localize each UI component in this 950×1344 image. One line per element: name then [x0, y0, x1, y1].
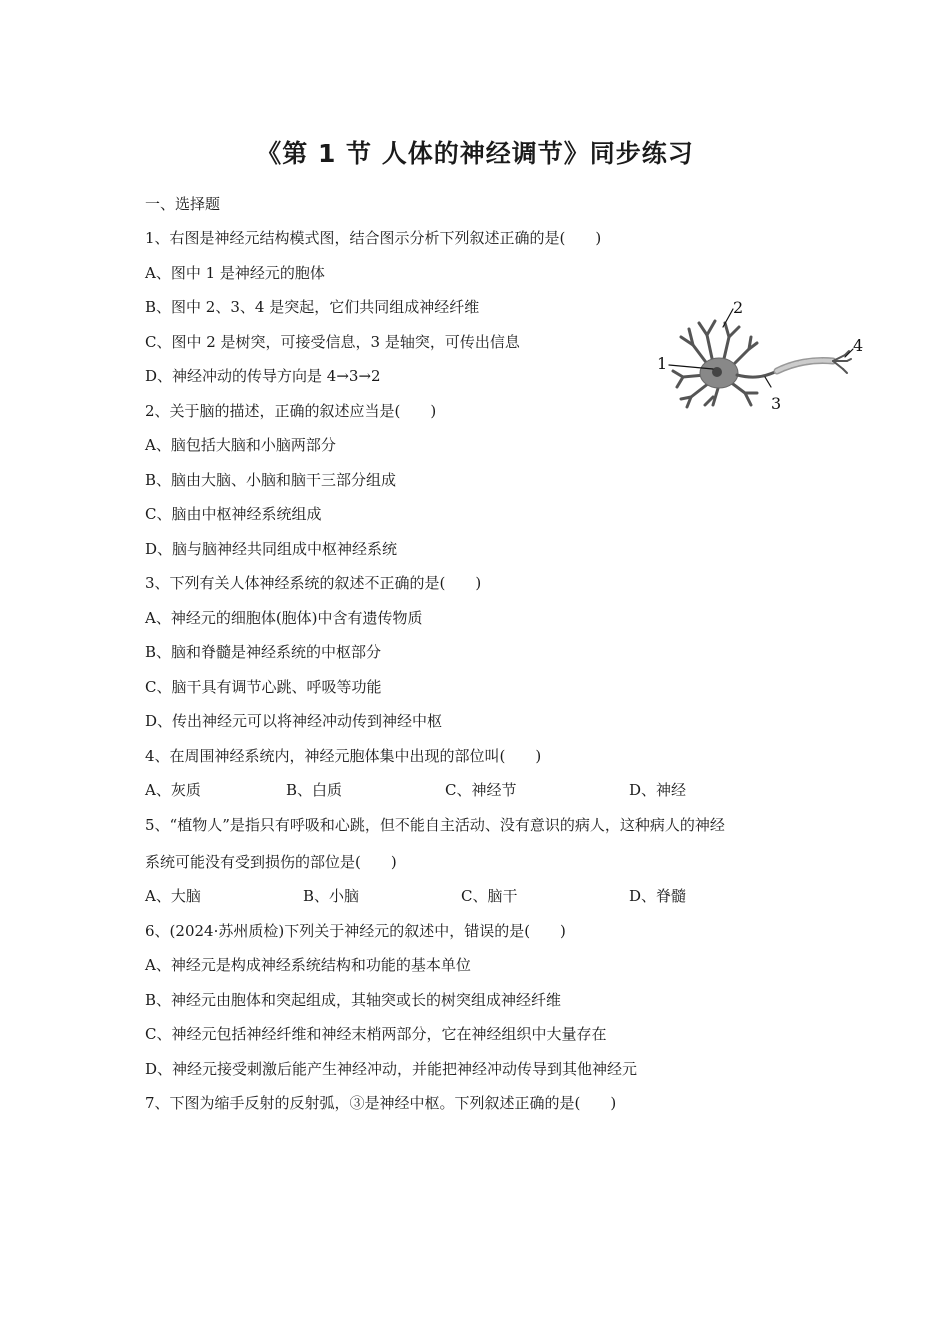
figure-label-3: 3	[771, 394, 782, 412]
question-3-option-d: D、传出神经元可以将神经冲动传到神经中枢	[145, 712, 443, 730]
neuron-drawing	[669, 309, 853, 407]
question-5-option-c: C、脑干	[461, 887, 518, 905]
question-1-option-a: A、图中 1 是神经元的胞体	[145, 264, 325, 282]
question-2-option-a: A、脑包括大脑和小脑两部分	[145, 436, 336, 454]
question-4-option-d: D、神经	[629, 781, 687, 799]
question-3-option-c: C、脑干具有调节心跳、呼吸等功能	[145, 678, 382, 696]
question-3-stem: 3、下列有关人体神经系统的叙述不正确的是( )	[145, 574, 482, 592]
question-3-option-b: B、脑和脊髓是神经系统的中枢部分	[145, 643, 382, 661]
question-2-stem: 2、关于脑的描述，正确的叙述应当是( )	[145, 402, 437, 420]
question-5-option-b: B、小脑	[303, 887, 360, 905]
question-2-option-c: C、脑由中枢神经系统组成	[145, 505, 322, 523]
question-5-options	[145, 886, 795, 906]
question-6-option-c: C、神经元包括神经纤维和神经末梢两部分，它在神经组织中大量存在	[145, 1025, 607, 1043]
question-5-stem-line-2: 系统可能没有受到损伤的部位是( )	[145, 853, 397, 871]
section-heading: 一、选择题	[145, 195, 221, 213]
question-6-stem: 6、(2024·苏州质检)下列关于神经元的叙述中，错误的是( )	[145, 922, 566, 940]
question-4-option-c: C、神经节	[445, 781, 517, 799]
question-1-option-c: C、图中 2 是树突，可接受信息，3 是轴突，可传出信息	[145, 333, 520, 351]
figure-label-2: 2	[733, 298, 744, 317]
question-6-option-a: A、神经元是构成神经系统结构和功能的基本单位	[145, 956, 471, 974]
question-6-option-b: B、神经元由胞体和突起组成，其轴突或长的树突组成神经纤维	[145, 991, 562, 1009]
question-6-option-d: D、神经元接受刺激后能产生神经冲动，并能把神经冲动传导到其他神经元	[145, 1060, 638, 1078]
question-4-option-b: B、白质	[286, 781, 343, 799]
question-1-stem: 1、右图是神经元结构模式图，结合图示分析下列叙述正确的是( )	[145, 229, 602, 247]
question-2-option-d: D、脑与脑神经共同组成中枢神经系统	[145, 540, 398, 558]
question-1-option-b: B、图中 2、3、4 是突起，它们共同组成神经纤维	[145, 298, 480, 316]
question-4-options	[145, 780, 795, 800]
question-5-option-d: D、脊髓	[629, 887, 687, 905]
question-1-option-d: D、神经冲动的传导方向是 4→3→2	[145, 367, 381, 385]
page-title: 《第 1 节 人体的神经调节》同步练习	[256, 139, 694, 168]
figure-label-1: 1	[657, 354, 668, 373]
neuron-diagram	[653, 297, 873, 412]
question-3-option-a: A、神经元的细胞体(胞体)中含有遗传物质	[145, 609, 423, 627]
question-7-stem: 7、下图为缩手反射的反射弧，③是神经中枢。下列叙述正确的是( )	[145, 1094, 617, 1112]
question-5-stem-line-1: 5、“植物人”是指只有呼吸和心跳，但不能自主活动、没有意识的病人，这种病人的神经	[145, 816, 725, 834]
question-5-option-a: A、大脑	[145, 887, 201, 905]
question-4-option-a: A、灰质	[145, 781, 201, 799]
question-2-option-b: B、脑由大脑、小脑和脑干三部分组成	[145, 471, 397, 489]
question-4-stem: 4、在周围神经系统内，神经元胞体集中出现的部位叫( )	[145, 747, 542, 765]
figure-label-4: 4	[853, 336, 864, 355]
